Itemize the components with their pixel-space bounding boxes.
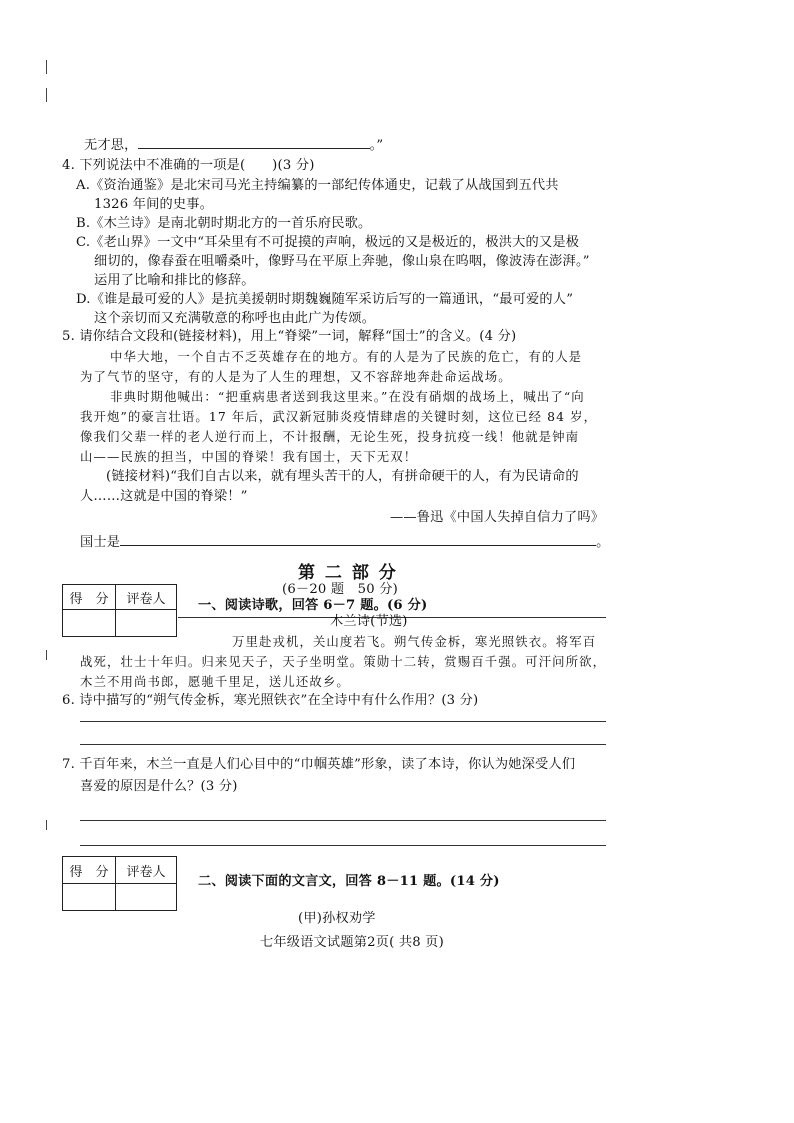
- grader-label: 评卷人: [116, 857, 177, 884]
- q7-answer-line[interactable]: [80, 845, 606, 846]
- part2-subtitle: (6－20 题 50 分): [282, 582, 398, 597]
- q3-prefix: 无才思，: [84, 138, 138, 153]
- q4-option-c: C.《老山界》一文中“耳朵里有不可捉摸的声响，极远的又是极近的，极洪大的又是极: [76, 235, 580, 250]
- q5-passage-line: 我开炮”的豪言壮语。17 年后，武汉新冠肺炎疫情肆虐的关键时刻，这位已经 84 岁，: [80, 409, 598, 424]
- q4-option-a: A.《资治通鉴》是北宋司马光主持编纂的一部纪传体通史，记载了从战国到五代共: [76, 178, 559, 193]
- q5-link-material: (链接材料)“我们自古以来，就有埋头苦干的人，有拼命硬干的人，有为民请命的: [106, 469, 579, 484]
- section2-text-title: (甲)孙权劝学: [298, 911, 376, 926]
- q6-stem: 6. 诗中描写的“朔气传金柝，寒光照铁衣”在全诗中有什么作用？(3 分): [62, 693, 479, 708]
- scan-margin-mark: [46, 820, 47, 830]
- q4-option-d: D.《谁是最可爱的人》是抗美援朝时期魏巍随军采访后写的一篇通讯，“最可爱的人”: [76, 292, 574, 307]
- grader-cell[interactable]: [116, 884, 177, 911]
- scan-margin-mark: [46, 88, 47, 102]
- poem-line: 战死，壮士十年归。归来见天子，天子坐明堂。策勋十二转，赏赐百千强。可汗问所欲，: [80, 654, 607, 669]
- q4-stem: 4. 下列说法中不准确的一项是( )(3 分): [62, 158, 315, 173]
- q3-blank[interactable]: [138, 136, 370, 149]
- score-label: 得 分: [63, 585, 116, 610]
- q6-answer-line[interactable]: [80, 744, 606, 745]
- q7-stem: 7. 千百年来，木兰一直是人们心目中的“巾帼英雄”形象，读了本诗，你认为她深受人们: [62, 757, 576, 772]
- q4-option-c-cont: 运用了比喻和排比的修辞。: [94, 273, 255, 288]
- q5-source: ——鲁迅《中国人失掉自信力了吗》: [390, 510, 605, 525]
- q5-answer-end: 。: [596, 535, 610, 550]
- section2-heading: 二、阅读下面的文言文，回答 8－11 题。(14 分): [198, 874, 500, 889]
- grader-label: 评卷人: [116, 585, 177, 610]
- q4-option-d-cont: 这个亲切而又充满敬意的称呼也由此广为传颂。: [94, 311, 376, 326]
- score-box: [62, 584, 177, 637]
- q4-option-a-cont: 1326 年间的史事。: [94, 197, 214, 212]
- q3-answer-line: [84, 136, 383, 155]
- q5-passage-line: 像我们父辈一样的老人逆行而上，不计报酬，无论生死，投身抗疫一线！他就是钟南: [80, 429, 580, 444]
- q5-passage-line: 中华大地，一个自古不乏英雄存在的地方。有的人是为了民族的危亡，有的人是: [110, 349, 583, 364]
- section1-heading: 一、阅读诗歌，回答 6－7 题。(6 分): [198, 598, 428, 613]
- poem-line: 木兰不用尚书郎，愿驰千里足，送儿还故乡。: [80, 674, 350, 689]
- q5-answer-line: [80, 533, 610, 552]
- part2-title: 第 二 部 分: [298, 563, 398, 583]
- q5-passage-line: 非典时期他喊出：“把重病患者送到我这里来。”在没有硝烟的战场上，喊出了“向: [110, 389, 585, 404]
- q7-stem-cont: 喜爱的原因是什么？(3 分): [80, 779, 238, 794]
- q5-answer-blank[interactable]: [120, 533, 596, 546]
- q7-answer-line[interactable]: [80, 820, 606, 821]
- score-cell[interactable]: [63, 610, 116, 637]
- score-box: [62, 856, 177, 911]
- q5-answer-label: 国士是: [80, 535, 121, 550]
- scan-margin-mark: [46, 60, 47, 74]
- q5-stem: 5. 请你结合文段和(链接材料)，用上“脊梁”一词，解释“国士”的含义。(4 分): [62, 329, 517, 344]
- score-cell[interactable]: [63, 884, 116, 911]
- grader-cell[interactable]: [116, 610, 177, 637]
- scan-margin-mark: [46, 650, 47, 660]
- score-label: 得 分: [63, 857, 116, 884]
- poem-title: 木兰诗(节选): [330, 614, 408, 629]
- q5-link-material-cont: 人……这就是中国的脊梁！”: [80, 489, 248, 504]
- q3-suffix: 。”: [369, 138, 384, 153]
- page-footer: 七年级语文试题第2页( 共8 页): [260, 935, 444, 950]
- q6-answer-line[interactable]: [80, 721, 606, 722]
- q4-option-b: B.《木兰诗》是南北朝时期北方的一首乐府民歌。: [76, 216, 372, 231]
- poem-line: 万里赴戎机，关山度若飞。朔气传金柝，寒光照铁衣。将军百: [232, 634, 597, 649]
- q5-passage-line: 山——民族的担当，中国的脊梁！我有国士，天下无双！: [80, 449, 418, 464]
- q5-passage-line: 为了气节的坚守，有的人是为了人生的理想，又不容辞地奔赴命运战场。: [80, 369, 512, 384]
- q4-option-c-cont: 细切的，像春蚕在咀嚼桑叶，像野马在平原上奔驰，像山泉在呜咽，像波涛在澎湃。”: [94, 254, 590, 269]
